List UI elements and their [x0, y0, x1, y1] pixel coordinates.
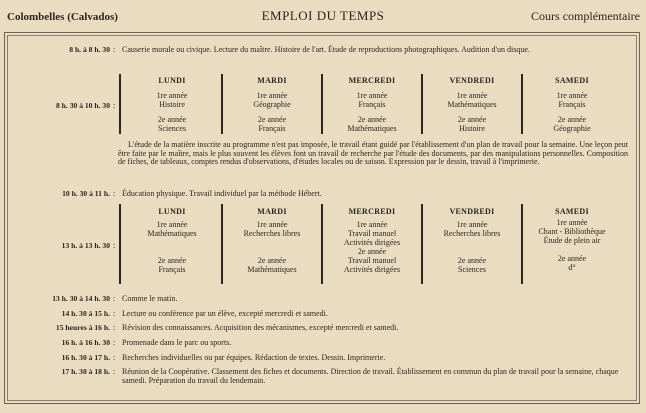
day-name: VENDREDI	[449, 207, 495, 216]
subject: Recherches libres	[243, 229, 301, 238]
subject: Travail manuel	[347, 229, 397, 238]
day-name: LUNDI	[158, 76, 186, 85]
time-slot: 10 h. 30 à 11 h.	[62, 189, 110, 198]
year-label: 1re année	[456, 220, 488, 229]
subject: Histoire	[459, 124, 485, 133]
year-label: 2e année	[257, 256, 287, 265]
slot-activity: Promenade dans le parc ou sports.	[122, 338, 232, 347]
separator: :	[113, 294, 116, 303]
year-label: 1re année	[156, 220, 188, 229]
year-label: 2e année	[157, 115, 187, 124]
day-column-saturday	[522, 207, 622, 272]
subject: Français	[158, 265, 186, 274]
year-label: 2e année	[357, 115, 387, 124]
day-name: MERCREDI	[348, 76, 396, 85]
day-name: SAMEDI	[555, 76, 589, 85]
time-slot: 13 h. à 13 h. 30	[61, 241, 110, 250]
year-label: 2e année	[157, 256, 187, 265]
subject: Français	[358, 100, 386, 109]
separator: :	[113, 241, 116, 250]
time-slot: 16 h. 30 à 17 h.	[61, 353, 110, 362]
year-label: 1re année	[256, 220, 288, 229]
year-label: 2e année	[257, 115, 287, 124]
year-label: 2e année	[357, 247, 387, 256]
subject: Activités dirigées	[343, 265, 401, 274]
subject: Sciences	[458, 265, 486, 274]
separator: :	[113, 45, 116, 54]
subject: Activités dirigées	[343, 238, 401, 247]
separator: :	[113, 323, 116, 332]
day-name: LUNDI	[158, 207, 186, 216]
day-column-friday	[422, 76, 522, 133]
slot-activity: Comme le matin.	[122, 294, 178, 303]
day-column-saturday	[522, 76, 622, 133]
subject: Étude de plein air	[543, 236, 601, 245]
course-type: Cours complémentaire	[531, 9, 640, 23]
day-name: MERCREDI	[348, 207, 396, 216]
time-slot: 17 h. 30 à 18 h.	[61, 367, 110, 376]
subject: Mathématiques	[147, 229, 197, 238]
time-slot: 13 h. 30 à 14 h. 30	[52, 294, 110, 303]
subject: d°	[568, 263, 576, 272]
year-label: 2e année	[557, 254, 587, 263]
year-label: 1re année	[556, 218, 588, 227]
subject: Travail manuel	[347, 256, 397, 265]
day-name: MARDI	[257, 76, 287, 85]
slot-activity: Recherches individuelles ou par équipes. Rédaction de textes. Dessin. Imprimerie.	[122, 353, 386, 362]
time-slot: 16 h. à 16 h. 30	[61, 338, 110, 347]
day-column-friday	[422, 207, 522, 274]
time-slot: 8 h. à 8 h. 30	[69, 45, 110, 54]
year-label: 1re année	[156, 91, 188, 100]
day-column-tuesday	[222, 207, 322, 274]
page-title: EMPLOI DU TEMPS	[261, 8, 385, 23]
separator: :	[113, 367, 116, 376]
year-label: 2e année	[457, 256, 487, 265]
year-label: 1re année	[456, 91, 488, 100]
separator: :	[113, 189, 116, 198]
page-header	[0, 8, 646, 26]
column-divider	[119, 204, 121, 284]
subject: Mathématiques	[447, 100, 497, 109]
school-location: Colombelles (Calvados)	[7, 11, 118, 23]
separator: :	[113, 309, 116, 318]
day-name: MARDI	[257, 207, 287, 216]
subject: Sciences	[158, 124, 186, 133]
year-label: 1re année	[356, 220, 388, 229]
subject: Chant - Bibliothèque	[538, 227, 606, 236]
slot-activity: Lecture ou conférence par un élève, excepté mercredi et samedi.	[122, 309, 328, 318]
day-column-wednesday	[322, 76, 422, 133]
slot-activity: Révision des connaissances. Acquisition des mécanismes, excepté mercredi et samedi.	[122, 323, 399, 332]
separator: :	[113, 101, 116, 110]
subject: Histoire	[159, 100, 185, 109]
subject: Français	[258, 124, 286, 133]
day-column-monday	[122, 207, 222, 274]
slot-activity: Éducation physique. Travail individuel par la méthode Hébert.	[122, 189, 322, 198]
slot-activity: Causerie morale ou civique. Lecture du maître. Histoire de l'art. Étude de reproductions photographiques. Audition d'un disque.	[122, 45, 530, 54]
time-slot: 15 heures à 16 h.	[55, 323, 110, 332]
day-name: VENDREDI	[449, 76, 495, 85]
method-note: L'étude de la matière inscrite au programme n'est pas imposée, le travail étant guidé par l'établissement d'un plan de travail pour la semaine. Une leçon peut être faite par le maître, mais le plus souvent les élèves font un travail de recherche par l'étude des documents, par des manipulations personnelles. Composition de fiches, de tableaux, comptes rendus d'observations, d'études locales ou de saison. Expression par le dessin, travail à l'imprimerie.	[118, 140, 628, 167]
day-column-wednesday	[322, 207, 422, 274]
subject: Mathématiques	[247, 265, 297, 274]
subject: Géographie	[553, 124, 591, 133]
subject: Géographie	[253, 100, 291, 109]
column-divider	[119, 74, 121, 134]
time-slot: 14 h. 30 à 15 h.	[61, 309, 110, 318]
subject: Français	[558, 100, 586, 109]
year-label: 1re année	[256, 91, 288, 100]
year-label: 2e année	[457, 115, 487, 124]
subject: Recherches libres	[443, 229, 501, 238]
separator: :	[113, 338, 116, 347]
day-column-tuesday	[222, 76, 322, 133]
year-label: 1re année	[556, 91, 588, 100]
day-column-monday	[122, 76, 222, 133]
slot-activity: Réunion de la Coopérative. Classement des fiches et documents. Direction de travail. Établissement en commun du plan de travail pour la semaine, chaque samedi. Préparation du travail du lendemain.	[122, 367, 619, 385]
year-label: 1re année	[356, 91, 388, 100]
time-slot: 8 h. 30 à 10 h. 30	[55, 101, 110, 110]
year-label: 2e année	[557, 115, 587, 124]
day-name: SAMEDI	[555, 207, 589, 216]
separator: :	[113, 353, 116, 362]
subject: Mathématiques	[347, 124, 397, 133]
